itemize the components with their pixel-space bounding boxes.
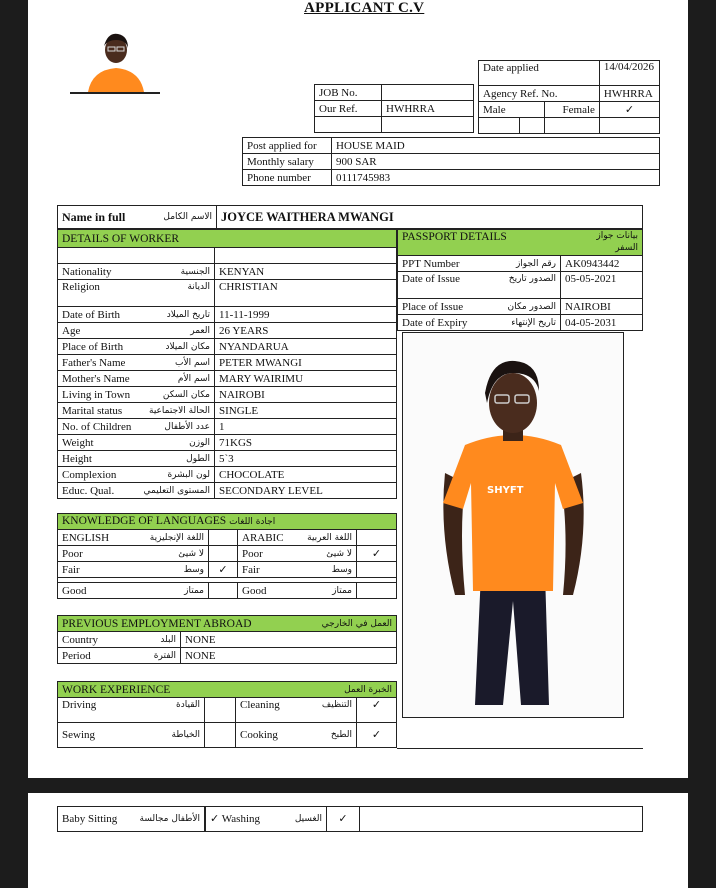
expiry-date-value: 04-05-2031 [561, 315, 643, 331]
job-ref-box [314, 84, 474, 133]
full-photo [402, 332, 624, 718]
name-row [57, 205, 643, 229]
date-agency-box [478, 60, 660, 134]
marital-status-value: SINGLE [215, 403, 397, 419]
cv-page-2 [28, 793, 688, 888]
employment-header: PREVIOUS EMPLOYMENT ABROAD [62, 617, 252, 630]
page-title: APPLICANT C.V [304, 0, 425, 16]
post-value: HOUSE MAID [332, 138, 660, 154]
passport-header: PASSPORT DETAILS [402, 231, 507, 243]
cleaning-tick: ✓ [357, 698, 397, 723]
washing-tick: ✓ [327, 807, 360, 832]
details-table: DETAILS OF WORKER Nationality الجنسية KENYAN Religion الديانة CHRISTIAN Date of Birth تاريخ الميلاد 11-11-1999 Age العمر 26 YEARS Place of Birth مكان الميلاد NYANDARUA Father's Name اسم الأب PETER MWANGI Mother's Name اسم الأم MARY WAIRIMU Living in Town مكان السكن NAIROBI Marital status الحالة الاجتماعية SINGLE No. of Children عدد الأطفال 1 Weight الوزن 71KGS Height الطول 5`3 Complexion لون البشرة CHOCOLATE Educ. Qual. المستوى التعليمي SECONDARY LEVEL [57, 229, 397, 499]
cooking-tick: ✓ [357, 723, 397, 748]
agency-ref-label: Agency Ref. No. [479, 86, 600, 102]
children-value: 1 [215, 419, 397, 435]
employment-table: PREVIOUS EMPLOYMENT ABROAD العمل في الخارجي Country البلد NONE Period الفترة NONE [57, 615, 397, 664]
female-label: Female [545, 102, 600, 118]
country-value: NONE [181, 632, 397, 648]
issue-date-value: 05-05-2021 [561, 272, 643, 299]
post-label: Post applied for [243, 138, 332, 154]
female-tick: ✓ [599, 102, 659, 118]
date-applied-value: 14/04/2026 [599, 61, 659, 86]
period-value: NONE [181, 648, 397, 664]
experience-table: WORK EXPERIENCE الخبرة العمل Driving القيادة Cleaning التنظيف ✓ Sewing الخياطة Cooking الطبخ ✓ [57, 681, 397, 748]
name-value: JOYCE WAITHERA MWANGI [217, 206, 643, 229]
passport-header-ar: بيانات جواز السفر [596, 231, 638, 253]
ppt-number-value: AK0943442 [561, 256, 643, 272]
age-value: 26 YEARS [215, 323, 397, 339]
experience-right-line [397, 748, 643, 749]
our-ref-value: HWHRRA [382, 101, 474, 117]
job-no-value [382, 85, 474, 101]
passport-table: PASSPORT DETAILS بيانات جواز السفر PPT Number رقم الجواز AK0943442 Date of Issue الصدور تاريخ 05-05-2021 Place of Issue الصدور مكان NAIROBI Date of Expiry تاريخ الإنتهاء 04-05-2031 [397, 229, 643, 331]
english-fair-tick: ✓ [209, 562, 238, 578]
complexion-value: CHOCOLATE [215, 467, 397, 483]
job-no-label: JOB No. [315, 85, 382, 101]
living-town-value: NAIROBI [215, 387, 397, 403]
experience-header: WORK EXPERIENCE [62, 683, 171, 696]
shirt-logo-text: SHYFT [487, 485, 524, 496]
post-box [242, 137, 660, 186]
issue-place-value: NAIROBI [561, 299, 643, 315]
cv-page-1 [28, 0, 688, 778]
name-label-ar: الاسم الكامل [163, 211, 212, 222]
arabic-poor-tick: ✓ [357, 546, 397, 562]
small-photo [70, 28, 160, 94]
father-name-value: PETER MWANGI [215, 355, 397, 371]
salary-label: Monthly salary [243, 154, 332, 170]
nationality-value: KENYAN [215, 264, 397, 280]
agency-ref-value: HWHRRA [599, 86, 659, 102]
date-applied-label: Date applied [479, 61, 600, 86]
our-ref-label: Our Ref. [315, 101, 382, 117]
mother-name-value: MARY WAIRIMU [215, 371, 397, 387]
salary-value: 900 SAR [332, 154, 660, 170]
experience-continued-row: Baby Sitting الأطفال مجالسة ✓ Washing الغسيل ✓ [57, 806, 643, 832]
baby-sitting-tick: ✓ [210, 813, 220, 825]
dob-value: 11-11-1999 [215, 307, 397, 323]
education-value: SECONDARY LEVEL [215, 483, 397, 499]
weight-value: 71KGS [215, 435, 397, 451]
languages-header: KNOWLEDGE OF LANGUAGES [62, 515, 227, 527]
male-label: Male [479, 102, 545, 118]
place-of-birth-value: NYANDARUA [215, 339, 397, 355]
details-header: DETAILS OF WORKER [58, 230, 397, 248]
height-value: 5`3 [215, 451, 397, 467]
languages-table: KNOWLEDGE OF LANGUAGES اجادة اللغات ENGLISH اللغة الإنجليزية ARABIC اللغة العربية Poor لا شيئ Poor لا شيئ ✓ Fair وسط ✓ Fair وسط Good ممتاز Good ممتاز [57, 513, 397, 599]
religion-value: CHRISTIAN [215, 280, 397, 307]
name-label: Name in full [62, 209, 126, 224]
phone-label: Phone number [243, 170, 332, 186]
phone-value: 0111745983 [332, 170, 660, 186]
